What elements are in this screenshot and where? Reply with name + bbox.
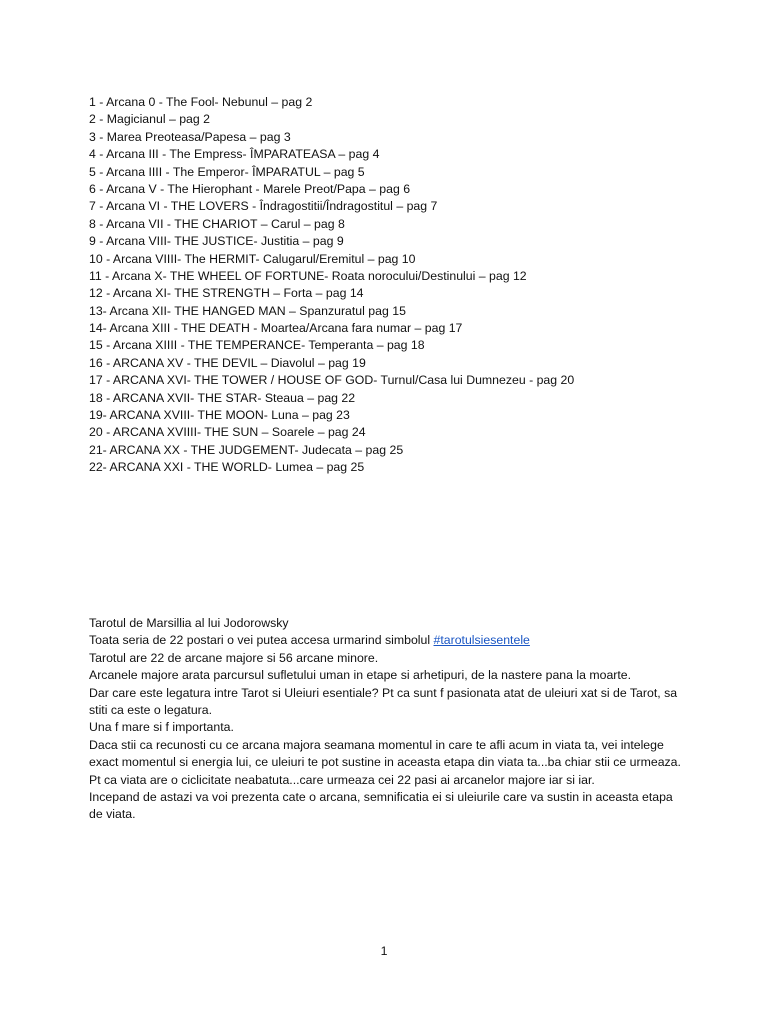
toc-item: 4 - Arcana III - The Empress- ÎMPARATEASA – pag 4 [89, 147, 380, 162]
toc-item: 12 - Arcana XI- THE STRENGTH – Forta – pag 14 [89, 286, 364, 301]
intro-paragraph: Arcanele majore arata parcursul sufletului uman in etape si arhetipuri, de la nastere pana la moarte. [89, 668, 632, 683]
intro-paragraph: Una f mare si f importanta. [89, 720, 234, 735]
toc-item: 20 - ARCANA XVIIII- THE SUN – Soarele – pag 24 [89, 425, 366, 440]
page-number: 1 [380, 944, 388, 958]
toc-item: 1 - Arcana 0 - The Fool- Nebunul – pag 2 [89, 95, 313, 109]
intro-paragraph: Tarotul are 22 de arcane majore si 56 arcane minore. [89, 650, 379, 665]
toc-item: 8 - Arcana VII - THE CHARIOT – Carul – pag 8 [89, 216, 345, 231]
toc-item: 11 - Arcana X- THE WHEEL OF FORTUNE- Roata norocului/Destinului – pag 12 [89, 268, 527, 283]
intro-paragraph: Daca stii ca recunosti cu ce arcana majora seamana momentul in care te afli acum in viata ta, vei intelege exact momentul si energia lui, ce uleiuri te pot sustine in aceasta etapa din viata ta...ba chiar stii ce urmeaza. [89, 737, 681, 770]
intro-title-line: Tarotul de Marsillia al lui Jodorowsky [89, 616, 289, 630]
toc-item: 15 - Arcana XIIII - THE TEMPERANCE- Temperanta – pag 18 [89, 338, 425, 353]
toc-item: 9 - Arcana VIII- THE JUSTICE- Justitia – pag 9 [89, 234, 344, 249]
intro-text [89, 615, 689, 824]
hashtag-link[interactable]: #tarotulsiesentele [433, 633, 530, 648]
toc-item: 7 - Arcana VI - THE LOVERS - Îndragostitii/Îndragostitul – pag 7 [89, 199, 438, 214]
toc-item: 10 - Arcana VIIII- The HERMIT- Calugarul/Eremitul – pag 10 [89, 251, 416, 266]
toc-item: 19- ARCANA XVIII- THE MOON- Luna – pag 23 [89, 408, 350, 423]
intro-paragraph: Pt ca viata are o ciclicitate neabatuta...care urmeaza cei 22 pasi ai arcanelor majore iar si iar. [89, 772, 595, 787]
toc-item: 18 - ARCANA XVII- THE STAR- Steaua – pag 22 [89, 390, 356, 405]
toc-item: 6 - Arcana V - The Hierophant - Marele Preot/Papa – pag 6 [89, 181, 411, 196]
toc-item: 5 - Arcana IIII - The Emperor- ÎMPARATUL – pag 5 [89, 164, 365, 179]
toc-item: 14- Arcana XIII - THE DEATH - Moartea/Arcana fara numar – pag 17 [89, 321, 463, 336]
intro-paragraph: Dar care este legatura intre Tarot si Uleiuri esentiale? Pt ca sunt f pasionata atat de uleiuri xat si de Tarot, sa stiti ca este o legatura. [89, 685, 678, 718]
toc-item: 21- ARCANA XX - THE JUDGEMENT- Judecata – pag 25 [89, 442, 404, 457]
toc-item: 17 - ARCANA XVI- THE TOWER / HOUSE OF GOD- Turnul/Casa lui Dumnezeu - pag 20 [89, 373, 575, 388]
toc-item: 13- Arcana XII- THE HANGED MAN – Spanzuratul pag 15 [89, 303, 406, 318]
toc-item: 16 - ARCANA XV - THE DEVIL – Diavolul – pag 19 [89, 355, 366, 370]
toc-item: 2 - Magicianul – pag 2 [89, 112, 210, 127]
toc-item: 22- ARCANA XXI - THE WORLD- Lumea – pag 25 [89, 460, 365, 475]
table-of-contents [89, 94, 709, 477]
intro-paragraph: Incepand de astazi va voi prezenta cate o arcana, semnificatia ei si uleiurile care va sustin in aceasta etapa de viata. [89, 790, 673, 822]
toc-item: 3 - Marea Preoteasa/Papesa – pag 3 [89, 129, 291, 144]
series-paragraph [89, 632, 689, 649]
series-text: Toata seria de 22 postari o vei putea accesa urmarind simbolul [89, 633, 434, 648]
